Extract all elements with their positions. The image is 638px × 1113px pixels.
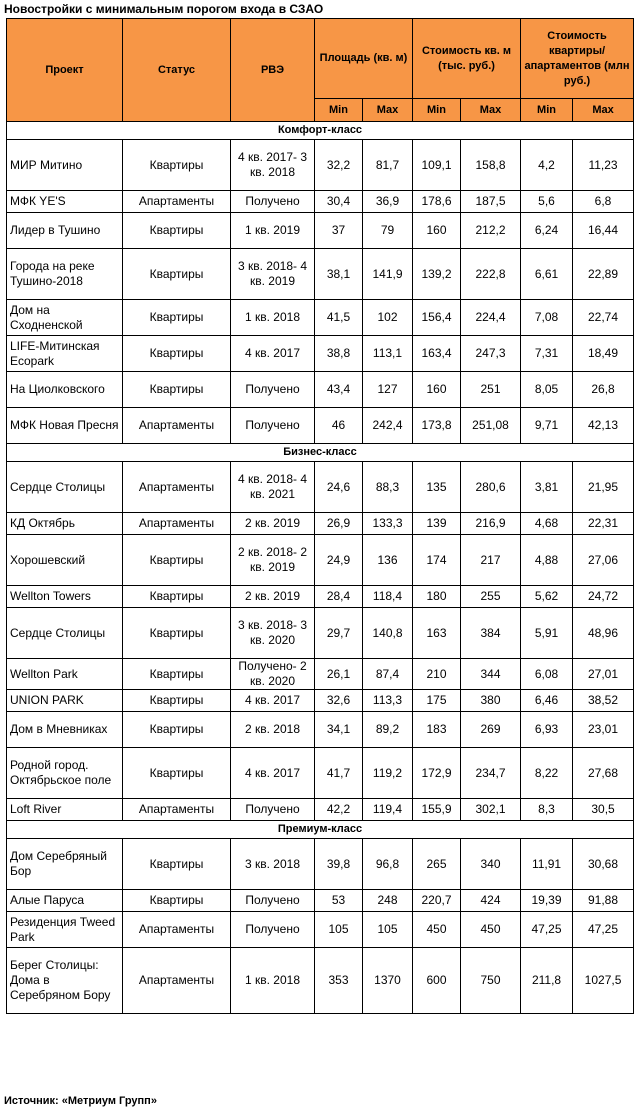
table-row [7, 462, 634, 513]
cell-price-sqm-min: 178,6 [413, 191, 461, 213]
cell-area-min: 26,1 [315, 659, 363, 690]
cell-price-sqm-max: 344 [461, 659, 521, 690]
cell-area-min: 38,1 [315, 249, 363, 300]
cell-area-min: 24,6 [315, 462, 363, 513]
section-title: Бизнес-класс [7, 444, 634, 462]
cell-status: Квартиры [123, 608, 231, 659]
cell-price-sqm-min: 180 [413, 586, 461, 608]
section-title: Комфорт-класс [7, 122, 634, 140]
cell-area-min: 105 [315, 912, 363, 948]
cell-area-min: 41,5 [315, 300, 363, 336]
cell-project-name: Хорошевский [7, 535, 123, 586]
cell-price-sqm-min: 160 [413, 372, 461, 408]
cell-area-min: 353 [315, 948, 363, 1014]
cell-price-sqm-min: 450 [413, 912, 461, 948]
cell-status: Апартаменты [123, 513, 231, 535]
cell-price-sqm-max: 302,1 [461, 799, 521, 821]
table-row [7, 586, 634, 608]
cell-status: Квартиры [123, 659, 231, 690]
cell-price-apt-min: 47,25 [521, 912, 573, 948]
cell-price-apt-max: 38,52 [573, 690, 634, 712]
cell-area-min: 32,6 [315, 690, 363, 712]
cell-status: Апартаменты [123, 912, 231, 948]
cell-price-apt-max: 21,95 [573, 462, 634, 513]
cell-status: Квартиры [123, 535, 231, 586]
cell-status: Квартиры [123, 748, 231, 799]
cell-project-name: Резиденция Tweed Park [7, 912, 123, 948]
table-row [7, 140, 634, 191]
header-price-apt-max: Max [573, 99, 634, 122]
cell-status: Квартиры [123, 336, 231, 372]
section-row [7, 821, 634, 839]
cell-price-apt-max: 24,72 [573, 586, 634, 608]
cell-price-sqm-max: 424 [461, 890, 521, 912]
header-status: Статус [123, 19, 231, 122]
cell-price-sqm-min: 600 [413, 948, 461, 1014]
cell-project-name: Лидер в Тушино [7, 213, 123, 249]
cell-project-name: Родной город. Октябрьское поле [7, 748, 123, 799]
cell-price-sqm-min: 183 [413, 712, 461, 748]
cell-area-min: 24,9 [315, 535, 363, 586]
cell-price-apt-min: 6,61 [521, 249, 573, 300]
cell-price-apt-max: 6,8 [573, 191, 634, 213]
cell-project-name: Сердце Столицы [7, 462, 123, 513]
cell-price-apt-max: 30,5 [573, 799, 634, 821]
table-row [7, 948, 634, 1014]
cell-price-sqm-min: 174 [413, 535, 461, 586]
cell-project-name: Дом Серебряный Бор [7, 839, 123, 890]
cell-price-sqm-min: 155,9 [413, 799, 461, 821]
cell-rve: 4 кв. 2017 [231, 690, 315, 712]
cell-project-name: UNION PARK [7, 690, 123, 712]
cell-price-sqm-max: 255 [461, 586, 521, 608]
cell-status: Квартиры [123, 300, 231, 336]
cell-area-max: 119,2 [363, 748, 413, 799]
cell-area-max: 140,8 [363, 608, 413, 659]
cell-price-apt-min: 211,8 [521, 948, 573, 1014]
cell-price-apt-max: 27,01 [573, 659, 634, 690]
section-row [7, 122, 634, 140]
cell-area-max: 136 [363, 535, 413, 586]
cell-status: Квартиры [123, 213, 231, 249]
cell-rve: 2 кв. 2019 [231, 513, 315, 535]
cell-price-sqm-max: 158,8 [461, 140, 521, 191]
cell-area-max: 242,4 [363, 408, 413, 444]
table-row [7, 372, 634, 408]
cell-price-apt-max: 48,96 [573, 608, 634, 659]
cell-price-apt-min: 11,91 [521, 839, 573, 890]
data-table [6, 18, 634, 1014]
table-body [7, 122, 634, 1014]
cell-price-apt-max: 27,68 [573, 748, 634, 799]
cell-price-apt-max: 30,68 [573, 839, 634, 890]
cell-area-min: 41,7 [315, 748, 363, 799]
cell-price-apt-min: 8,22 [521, 748, 573, 799]
cell-area-max: 89,2 [363, 712, 413, 748]
cell-price-sqm-max: 222,8 [461, 249, 521, 300]
cell-rve: 1 кв. 2018 [231, 300, 315, 336]
cell-project-name: МФК Новая Пресня [7, 408, 123, 444]
cell-price-sqm-min: 210 [413, 659, 461, 690]
table-row [7, 191, 634, 213]
table-row [7, 748, 634, 799]
cell-status: Квартиры [123, 839, 231, 890]
cell-status: Квартиры [123, 372, 231, 408]
cell-rve: 3 кв. 2018 [231, 839, 315, 890]
cell-rve: Получено [231, 912, 315, 948]
cell-area-min: 34,1 [315, 712, 363, 748]
cell-price-sqm-max: 450 [461, 912, 521, 948]
cell-rve: Получено [231, 191, 315, 213]
cell-rve: 1 кв. 2018 [231, 948, 315, 1014]
cell-price-sqm-min: 163 [413, 608, 461, 659]
cell-price-sqm-max: 280,6 [461, 462, 521, 513]
table-row [7, 712, 634, 748]
header-price-sqm-min: Min [413, 99, 461, 122]
header-price-sqm: Стоимость кв. м (тыс. руб.) [413, 19, 521, 99]
header-price-apt-min: Min [521, 99, 573, 122]
cell-price-sqm-max: 247,3 [461, 336, 521, 372]
cell-rve: 2 кв. 2019 [231, 586, 315, 608]
cell-price-apt-min: 7,31 [521, 336, 573, 372]
cell-rve: 4 кв. 2017 [231, 748, 315, 799]
cell-price-apt-min: 5,6 [521, 191, 573, 213]
cell-price-sqm-max: 234,7 [461, 748, 521, 799]
cell-price-apt-min: 5,62 [521, 586, 573, 608]
cell-area-min: 26,9 [315, 513, 363, 535]
cell-status: Квартиры [123, 586, 231, 608]
cell-price-apt-max: 22,89 [573, 249, 634, 300]
cell-area-min: 37 [315, 213, 363, 249]
cell-price-sqm-max: 251 [461, 372, 521, 408]
cell-area-max: 1370 [363, 948, 413, 1014]
cell-price-sqm-min: 109,1 [413, 140, 461, 191]
cell-price-apt-max: 26,8 [573, 372, 634, 408]
header-project: Проект [7, 19, 123, 122]
cell-price-apt-max: 23,01 [573, 712, 634, 748]
cell-price-sqm-max: 340 [461, 839, 521, 890]
cell-rve: Получено [231, 799, 315, 821]
cell-project-name: LIFE-Митинская Ecopark [7, 336, 123, 372]
cell-price-sqm-min: 156,4 [413, 300, 461, 336]
cell-area-max: 113,3 [363, 690, 413, 712]
header-price-apt: Стоимость квартиры/ апартаментов (млн руб.) [521, 19, 634, 99]
cell-price-apt-max: 1027,5 [573, 948, 634, 1014]
cell-status: Апартаменты [123, 948, 231, 1014]
cell-price-apt-min: 6,46 [521, 690, 573, 712]
cell-status: Квартиры [123, 890, 231, 912]
header-area-min: Min [315, 99, 363, 122]
cell-rve: 2 кв. 2018- 2 кв. 2019 [231, 535, 315, 586]
cell-price-sqm-max: 187,5 [461, 191, 521, 213]
cell-price-sqm-max: 380 [461, 690, 521, 712]
cell-price-apt-max: 47,25 [573, 912, 634, 948]
cell-rve: Получено- 2 кв. 2020 [231, 659, 315, 690]
table-row [7, 690, 634, 712]
cell-area-min: 42,2 [315, 799, 363, 821]
table-row [7, 513, 634, 535]
header-rve: РВЭ [231, 19, 315, 122]
cell-area-max: 141,9 [363, 249, 413, 300]
cell-rve: 2 кв. 2018 [231, 712, 315, 748]
cell-rve: 3 кв. 2018- 4 кв. 2019 [231, 249, 315, 300]
cell-price-apt-max: 22,31 [573, 513, 634, 535]
cell-price-sqm-min: 220,7 [413, 890, 461, 912]
cell-project-name: МФК YE'S [7, 191, 123, 213]
cell-project-name: Wellton Towers [7, 586, 123, 608]
cell-project-name: Берег Столицы: Дома в Серебряном Бору [7, 948, 123, 1014]
cell-area-max: 133,3 [363, 513, 413, 535]
cell-rve: 3 кв. 2018- 3 кв. 2020 [231, 608, 315, 659]
cell-rve: 4 кв. 2018- 4 кв. 2021 [231, 462, 315, 513]
table-row [7, 912, 634, 948]
header-price-sqm-max: Max [461, 99, 521, 122]
cell-price-sqm-min: 173,8 [413, 408, 461, 444]
cell-area-min: 46 [315, 408, 363, 444]
cell-area-max: 118,4 [363, 586, 413, 608]
cell-area-min: 43,4 [315, 372, 363, 408]
cell-rve: 4 кв. 2017- 3 кв. 2018 [231, 140, 315, 191]
cell-rve: Получено [231, 372, 315, 408]
table-row [7, 300, 634, 336]
cell-price-apt-max: 16,44 [573, 213, 634, 249]
cell-area-min: 29,7 [315, 608, 363, 659]
cell-price-apt-min: 6,93 [521, 712, 573, 748]
table-row [7, 799, 634, 821]
cell-price-apt-max: 91,88 [573, 890, 634, 912]
cell-area-min: 32,2 [315, 140, 363, 191]
cell-area-max: 36,9 [363, 191, 413, 213]
cell-price-sqm-min: 163,4 [413, 336, 461, 372]
cell-price-sqm-min: 139 [413, 513, 461, 535]
cell-project-name: Сердце Столицы [7, 608, 123, 659]
cell-project-name: На Циолковского [7, 372, 123, 408]
cell-price-apt-min: 9,71 [521, 408, 573, 444]
page-title: Новостройки с минимальным порогом входа в СЗАО [4, 2, 324, 16]
cell-price-sqm-max: 750 [461, 948, 521, 1014]
section-title: Премиум-класс [7, 821, 634, 839]
source-note: Источник: «Метриум Групп» [4, 1095, 157, 1107]
cell-area-min: 53 [315, 890, 363, 912]
table-row [7, 249, 634, 300]
cell-rve: Получено [231, 408, 315, 444]
cell-area-max: 87,4 [363, 659, 413, 690]
cell-price-apt-min: 7,08 [521, 300, 573, 336]
cell-project-name: Города на реке Тушино-2018 [7, 249, 123, 300]
table-row [7, 213, 634, 249]
table-row [7, 408, 634, 444]
table-row [7, 890, 634, 912]
cell-price-sqm-min: 160 [413, 213, 461, 249]
cell-status: Квартиры [123, 690, 231, 712]
section-row [7, 444, 634, 462]
cell-rve: 1 кв. 2019 [231, 213, 315, 249]
cell-price-sqm-max: 212,2 [461, 213, 521, 249]
cell-area-max: 102 [363, 300, 413, 336]
cell-area-max: 248 [363, 890, 413, 912]
cell-area-max: 127 [363, 372, 413, 408]
cell-area-max: 79 [363, 213, 413, 249]
cell-price-sqm-max: 384 [461, 608, 521, 659]
table-row [7, 839, 634, 890]
cell-price-sqm-max: 217 [461, 535, 521, 586]
cell-area-max: 105 [363, 912, 413, 948]
header-area: Площадь (кв. м) [315, 19, 413, 99]
cell-price-apt-min: 8,05 [521, 372, 573, 408]
cell-status: Апартаменты [123, 462, 231, 513]
cell-price-apt-min: 4,2 [521, 140, 573, 191]
cell-project-name: Wellton Park [7, 659, 123, 690]
cell-project-name: Дом на Сходненской [7, 300, 123, 336]
cell-project-name: Дом в Мневниках [7, 712, 123, 748]
cell-price-apt-max: 11,23 [573, 140, 634, 191]
cell-price-sqm-max: 224,4 [461, 300, 521, 336]
cell-price-apt-min: 8,3 [521, 799, 573, 821]
cell-area-max: 119,4 [363, 799, 413, 821]
cell-rve: Получено [231, 890, 315, 912]
cell-area-max: 88,3 [363, 462, 413, 513]
cell-area-max: 96,8 [363, 839, 413, 890]
cell-price-sqm-max: 269 [461, 712, 521, 748]
cell-price-sqm-min: 135 [413, 462, 461, 513]
cell-price-sqm-max: 251,08 [461, 408, 521, 444]
cell-project-name: МИР Митино [7, 140, 123, 191]
cell-price-apt-min: 6,08 [521, 659, 573, 690]
cell-area-max: 81,7 [363, 140, 413, 191]
cell-rve: 4 кв. 2017 [231, 336, 315, 372]
cell-price-apt-min: 4,88 [521, 535, 573, 586]
cell-price-sqm-min: 172,9 [413, 748, 461, 799]
cell-price-apt-max: 18,49 [573, 336, 634, 372]
cell-price-apt-min: 6,24 [521, 213, 573, 249]
cell-price-apt-max: 42,13 [573, 408, 634, 444]
cell-area-min: 38,8 [315, 336, 363, 372]
cell-price-sqm-max: 216,9 [461, 513, 521, 535]
cell-price-apt-max: 22,74 [573, 300, 634, 336]
cell-price-sqm-min: 265 [413, 839, 461, 890]
cell-status: Квартиры [123, 249, 231, 300]
cell-status: Апартаменты [123, 191, 231, 213]
cell-status: Апартаменты [123, 408, 231, 444]
cell-project-name: Алые Паруса [7, 890, 123, 912]
cell-area-max: 113,1 [363, 336, 413, 372]
cell-price-sqm-min: 139,2 [413, 249, 461, 300]
cell-project-name: КД Октябрь [7, 513, 123, 535]
cell-project-name: Loft River [7, 799, 123, 821]
cell-area-min: 39,8 [315, 839, 363, 890]
cell-status: Квартиры [123, 712, 231, 748]
table-row [7, 336, 634, 372]
cell-area-min: 28,4 [315, 586, 363, 608]
cell-price-sqm-min: 175 [413, 690, 461, 712]
cell-price-apt-max: 27,06 [573, 535, 634, 586]
table-row [7, 659, 634, 690]
header-area-max: Max [363, 99, 413, 122]
cell-price-apt-min: 4,68 [521, 513, 573, 535]
table-row [7, 535, 634, 586]
cell-price-apt-min: 19,39 [521, 890, 573, 912]
cell-price-apt-min: 5,91 [521, 608, 573, 659]
cell-price-apt-min: 3,81 [521, 462, 573, 513]
cell-area-min: 30,4 [315, 191, 363, 213]
table-row [7, 608, 634, 659]
cell-status: Апартаменты [123, 799, 231, 821]
cell-status: Квартиры [123, 140, 231, 191]
